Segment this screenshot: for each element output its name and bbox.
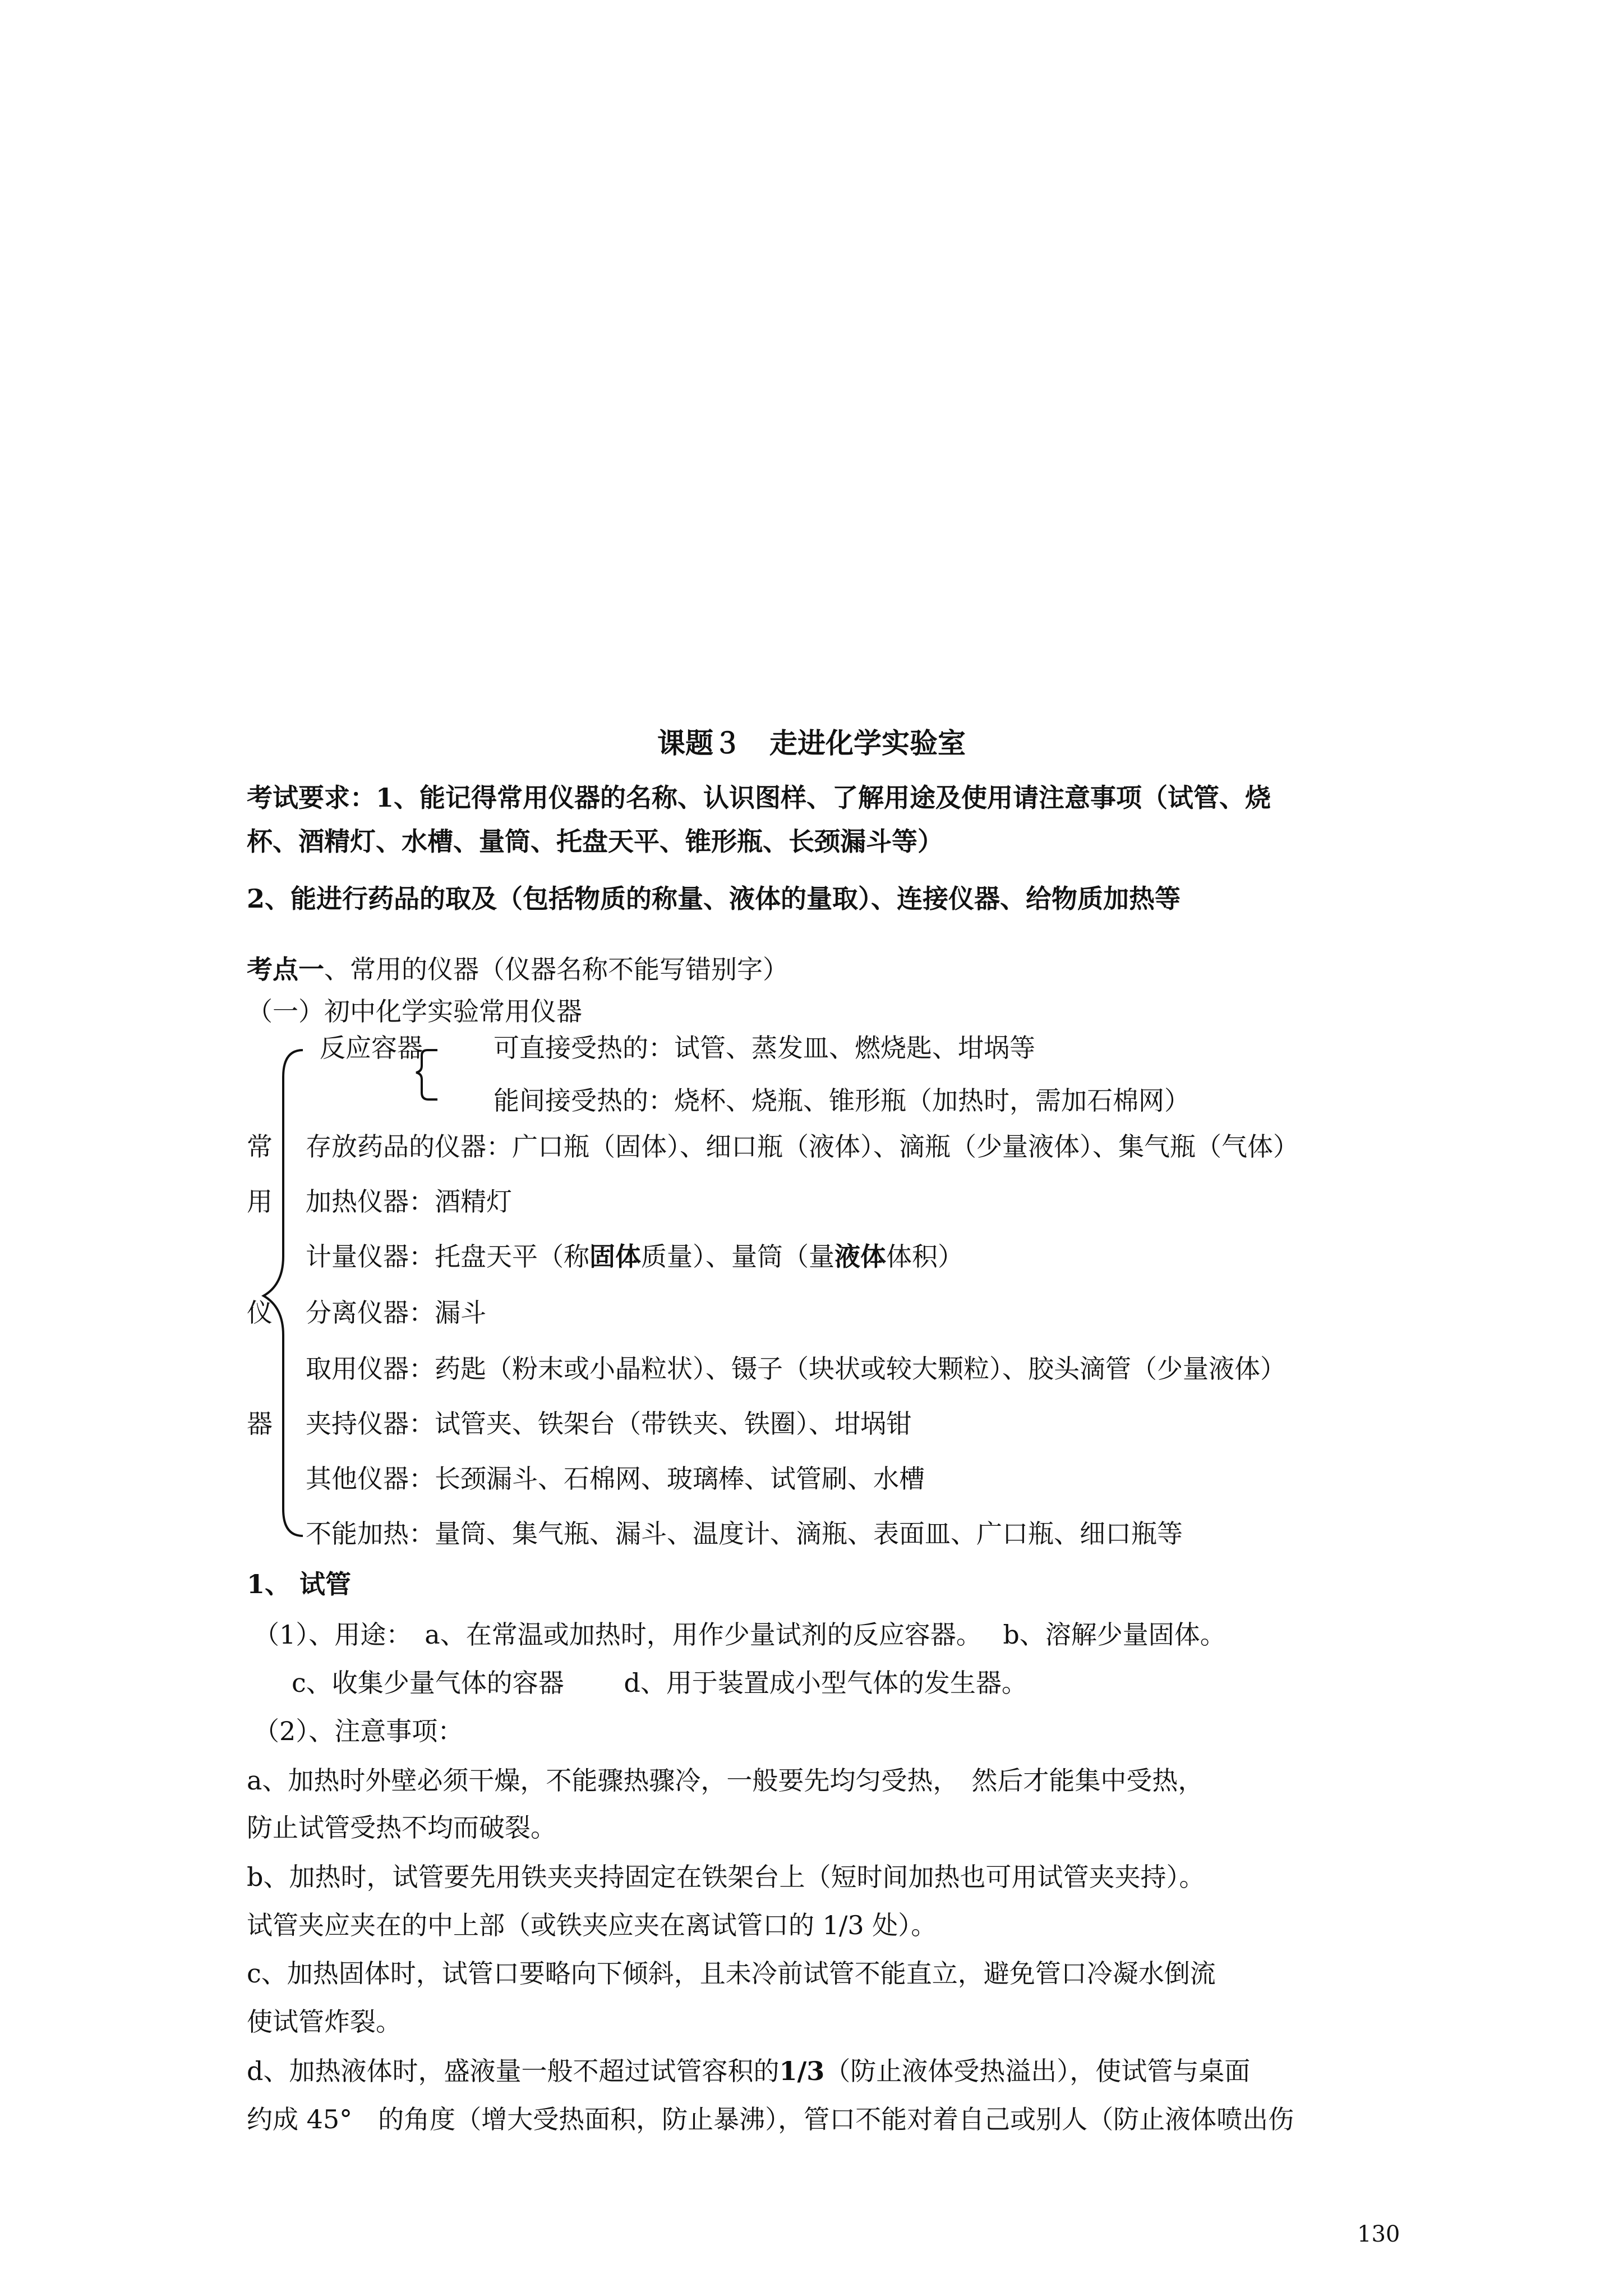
kaodian-1-label: 考点一	[247, 954, 324, 984]
exam-requirements-line-3: 2、能进行药品的取及（包括物质的称量、液体的量取）、连接仪器、给物质加热等	[247, 884, 1181, 914]
main-brace	[264, 1050, 303, 1536]
storage-instruments: 存放药品的仪器：广口瓶（固体）、细口瓶（液体）、滴瓶（少量液体）、集气瓶（气体）	[306, 1131, 1299, 1162]
reaction-container-label: 反应容器	[320, 1033, 423, 1063]
separation-instruments: 分离仪器：漏斗	[306, 1297, 486, 1328]
note-d-bold-fraction: 1/3	[779, 2056, 825, 2086]
note-d-text-c: （防止液体受热溢出），使试管与桌面	[824, 2056, 1251, 2086]
note-d-line-1	[247, 2054, 1250, 2088]
measuring-bold-solid: 固体	[589, 1241, 641, 1272]
clamping-instruments: 夹持仪器：试管夹、铁架台（带铁夹、铁圈）、坩埚钳	[306, 1409, 912, 1439]
test-tube-use-2: c、收集少量气体的容器 d、用于装置成小型气体的发生器。	[292, 1668, 1027, 1698]
vertical-label-char-2: 用	[247, 1186, 273, 1217]
exam-requirements-line-1: 考试要求：1、能记得常用仪器的名称、认识图样、了解用途及使用请注意事项（试管、烧	[247, 783, 1271, 813]
section-1-heading: （一）初中化学实验常用仪器	[247, 996, 582, 1027]
reaction-indirect-heat: 能间接受热的：烧杯、烧瓶、锥形瓶（加热时，需加石棉网）	[494, 1085, 1190, 1116]
note-b-line-1: b、加热时，试管要先用铁夹夹持固定在铁架台上（短时间加热也可用试管夹夹持）。	[247, 1862, 1205, 1892]
measuring-text-c: 质量）、量筒（量	[641, 1241, 834, 1272]
vertical-label-char-3: 仪	[247, 1297, 273, 1328]
note-d-line-2: 约成 45° 的角度（增大受热面积，防止暴沸），管口不能对着自己或别人（防止液体喷出伤	[247, 2104, 1294, 2134]
test-tube-heading: 1、 试管	[247, 1569, 352, 1599]
reaction-direct-heat: 可直接受热的：试管、蒸发皿、燃烧匙、坩埚等	[494, 1033, 1035, 1063]
note-c-line-2: 使试管炸裂。	[247, 2007, 402, 2037]
test-tube-notes-heading: （2）、注意事项：	[253, 1716, 464, 1746]
no-heat-instruments: 不能加热：量筒、集气瓶、漏斗、温度计、滴瓶、表面皿、广口瓶、细口瓶等	[306, 1519, 1183, 1549]
exam-requirements-line-2: 杯、酒精灯、水槽、量筒、托盘天平、锥形瓶、长颈漏斗等）	[247, 826, 943, 857]
vertical-label-char-1: 常	[247, 1131, 273, 1162]
note-a-line-1: a、加热时外壁必须干燥，不能骤热骤冷，一般要先均匀受热， 然后才能集中受热，	[247, 1765, 1204, 1796]
measuring-text-e: 体积）	[886, 1241, 963, 1272]
measuring-bold-liquid: 液体	[834, 1241, 886, 1272]
kaodian-1-rest: 、常用的仪器（仪器名称不能写错别字）	[324, 954, 789, 984]
page-number: 130	[1357, 2221, 1400, 2247]
test-tube-use-1: （1）、用途： a、在常温或加热时，用作少量试剂的反应容器。 b、溶解少量固体。	[253, 1619, 1226, 1650]
note-b-line-2: 试管夹应夹在的中上部（或铁夹应夹在离试管口的 1/3 处）。	[247, 1910, 937, 1940]
note-a-line-2: 防止试管受热不均而破裂。	[247, 1812, 556, 1843]
measuring-instruments	[306, 1240, 963, 1273]
measuring-text-a: 计量仪器：托盘天平（称	[306, 1241, 589, 1272]
taking-instruments: 取用仪器：药匙（粉末或小晶粒状）、镊子（块状或较大颗粒）、胶头滴管（少量液体）	[306, 1354, 1286, 1384]
heating-instruments: 加热仪器：酒精灯	[306, 1186, 512, 1217]
vertical-label-char-4: 器	[247, 1409, 273, 1439]
page-title: 课题３ 走进化学实验室	[657, 726, 966, 760]
kaodian-1-heading	[247, 953, 789, 986]
other-instruments: 其他仪器：长颈漏斗、石棉网、玻璃棒、试管刷、水槽	[306, 1464, 925, 1494]
note-d-text-a: d、加热液体时，盛液量一般不超过试管容积的	[247, 2056, 780, 2086]
note-c-line-1: c、加热固体时，试管口要略向下倾斜，且未冷前试管不能直立，避免管口冷凝水倒流	[247, 1958, 1216, 1989]
